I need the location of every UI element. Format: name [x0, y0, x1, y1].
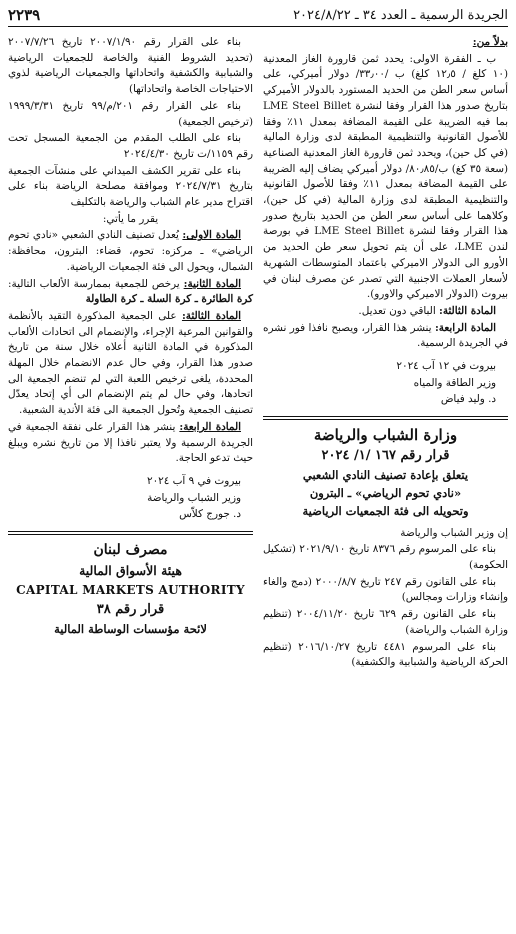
instead-heading: بدلاً من: — [472, 36, 508, 48]
decision-title-line-1: يتعلق بإعادة تصنيف النادي الشعبي — [302, 467, 469, 482]
article-2-games: كرة الطائرة ـ كرة السلة ـ كرة الطاولة — [85, 293, 253, 306]
left-column — [8, 35, 253, 672]
signature-title: وزير الشباب والرياضة — [147, 491, 241, 504]
signature-title: وزير الطاقة والمياه — [413, 376, 496, 389]
article-1 — [8, 228, 253, 275]
article-4 — [263, 321, 508, 352]
article-3-label: المادة الثالثة: — [439, 304, 496, 317]
based-on-4: بناء على المرسوم ٤٤٨١ تاريخ ٢٠١٦/١٠/٢٧ (تنظيم الحركة الرياضية والشبابية والكشفية) — [263, 640, 508, 669]
right-column — [263, 35, 508, 672]
based-on-7: بناء على الطلب المقدم من الجمعية المسجل تحت رقم ١١٥٩/ت تاريخ ٢٠٢٤/٤/٣٠ — [8, 132, 253, 160]
based-on-3: بناء على القانون رقم ٦٢٩ تاريخ ٢٠٠٤/١١/٢٠ (تنظيم وزارة الشباب والرياضة) — [263, 608, 508, 636]
article-4-text: ينشر هذا القرار، ويصبح نافذا فور نشره في الجريدة الرسمية. — [263, 321, 508, 350]
article-4 — [8, 420, 253, 467]
bank-heading: مصرف لبنان — [93, 542, 168, 559]
columns — [8, 35, 508, 672]
article-1-label: المادة الاولى: — [182, 229, 241, 242]
page-number: ٢٢٣٩ — [8, 6, 41, 24]
section-divider — [8, 531, 253, 535]
article-2 — [8, 277, 253, 308]
based-on-1: بناء على المرسوم رقم ٨٣٧٦ تاريخ ٢٠٢١/٩/١٠ (تشكيل الحكومة) — [263, 543, 508, 571]
gazette-issue-title: الجريدة الرسمية ـ العدد ٣٤ ـ ٢٠٢٤/٨/٢٢ — [293, 7, 508, 23]
decision-title-line-3: وتحويله الى فئة الجمعيات الرياضية — [302, 503, 469, 518]
article-3-text: الباقي دون تعديل. — [358, 304, 440, 317]
signature-name: د. وليد فياض — [440, 393, 496, 406]
minister-intro: إن وزير الشباب والرياضة — [400, 526, 508, 539]
article-2-text: يرخص للجمعية بممارسة الألعاب التالية: — [8, 277, 184, 290]
article-3 — [8, 309, 253, 419]
section-divider — [263, 416, 508, 420]
based-on-2: بناء على القانون رقم ٢٤٧ تاريخ ٢٠٠٠/٨/٧ (دمج والغاء وإنشاء وزارات ومجالس) — [263, 575, 508, 604]
article-4-label: المادة الرابعة: — [434, 321, 496, 334]
article-3-text: على الجمعية المذكورة التقيد بالأنظمة والقوانين المرعية الإجراء، والإنضمام الى اتحادات الألعاب المذكورة في المادة الثانية أعلاه خلال سنة من تاريخ صدور هذا القرار، وفي حال عدم الانضمام خلال المهلة المحددة، يلغى ترخيص اللعبة التي لم تنضم الجمعية الى اتحادها، وفي حال لم يتم الإنضمام الى أي إتحاد يعدّل تصنيف الجمعية وتُحول الجمعية الى فئة الأندية الشعبية. — [8, 309, 253, 417]
decides-line: يقرر ما يأتي: — [102, 212, 159, 225]
decision-number: قرار رقم ١٦٧ /١/ ٢٠٢٤ — [321, 447, 450, 463]
article-2-label: المادة الثانية: — [183, 277, 241, 290]
decision-title-line-2: «نادي تحوم الرياضي» ـ البترون — [309, 485, 462, 500]
decision-title: لائحة مؤسسات الوساطة المالية — [54, 621, 207, 636]
article-3 — [263, 304, 508, 320]
article-4-label: المادة الرابعة: — [179, 420, 241, 433]
article-1-text: يُعدل تصنيف النادي الشعبي «نادي تحوم الرياضي» ـ مركزه: تحوم، قضاء: البترون، محافظة: الشمال، ويحول الى فئة الجمعيات الرياضية. — [8, 229, 253, 273]
signature-date: بيروت في ١٢ آب ٢٠٢٤ — [396, 360, 496, 373]
based-on-8: بناء على تقرير الكشف الميداني على منشآت الجمعية بتاريخ ٢٠٢٤/٧/٣١ وموافقة مصلحة الرياضة بناء على اقتراح مدير عام الشباب والرياضة بالتكليف — [8, 164, 253, 209]
based-on-6: بناء على القرار رقم ٢٠١/م/٩٩ تاريخ ١٩٩٩/٣/٣١ (ترخيص الجمعية) — [8, 99, 253, 128]
ministry-heading: وزارة الشباب والرياضة — [313, 426, 458, 445]
based-on-5: بناء على القرار رقم ٢٠٠٧/١/٩٠ تاريخ ٢٠٠٧/٧/٢٦ (تحديد الشروط الفنية والخاصة للجمعيات الرياضية والشبابية والكشفية واتحاداتها والجمعيات الرياضية لذوي الاحتياجات الخاصة واتحاداتها) — [8, 36, 253, 96]
signature-date: بيروت في ٩ آب ٢٠٢٤ — [147, 474, 241, 487]
authority-heading-arabic: هيئة الأسواق المالية — [79, 562, 182, 578]
page-header — [8, 4, 508, 27]
article-3-label: المادة الثالثة: — [181, 309, 241, 322]
signature-name: د. جورج كلاّس — [179, 508, 241, 521]
article-4-text: ينشر هذا القرار على نفقة الجمعية في الجريدة الرسمية ولا يعتبر نافذا إلا من تاريخ نشره ويبلغ حيث تدعو الحاجة. — [8, 420, 253, 465]
decision-number: قرار رقم ٣٨ — [96, 602, 165, 618]
authority-heading-english: CAPITAL MARKETS AUTHORITY — [16, 582, 245, 597]
amended-paragraph: ب ـ الفقرة الاولى: يحدد ثمن قارورة الغاز المعدنية (١٠ كلغ / ١٢٫٥ كلغ) ب /٣٣٫٠٠/ دولار أميركي، على أساس سعر الطن من الحديد المستورد بالدولار الأميركي بتاريخ صدور هذا القرار وفقا لنشرة LME Steel Billet بما فيه الضريبة على القيمة المضافة بمعدل ١١٪ وفقا للأصول القانونية والتنظيمية المطبقة لدى وزارة المالية (في كل حين)، ويحدد ثمن قارورة الغاز المعدنية الصناعية (سعة ٣٥ كغ) ب/٨٠٫٨٥/ دولار أميركي يضاف إليه الضريبة على القيمة المضافة بمعدل ١١٪ وفقا للأصول القانونية والتنظيمية المطبقة لدى وزارة المالية (في كل حين)، وكلاهما على أساس سعر الطن من الحديد بتاريخ صدور هذا القرار وفقا لنشرة LME Steel Billet في بورصة لندن LME، على أن يتم تحويل سعر طن الحديد من الأورو الى الدولار الاميركي باعتماد المتوسطات الشهرية لأسعار العملات الاجنبية التي تصدر عن مصرف لبنان في بيروت (الدولار الاميركي والاورو). — [263, 52, 509, 301]
